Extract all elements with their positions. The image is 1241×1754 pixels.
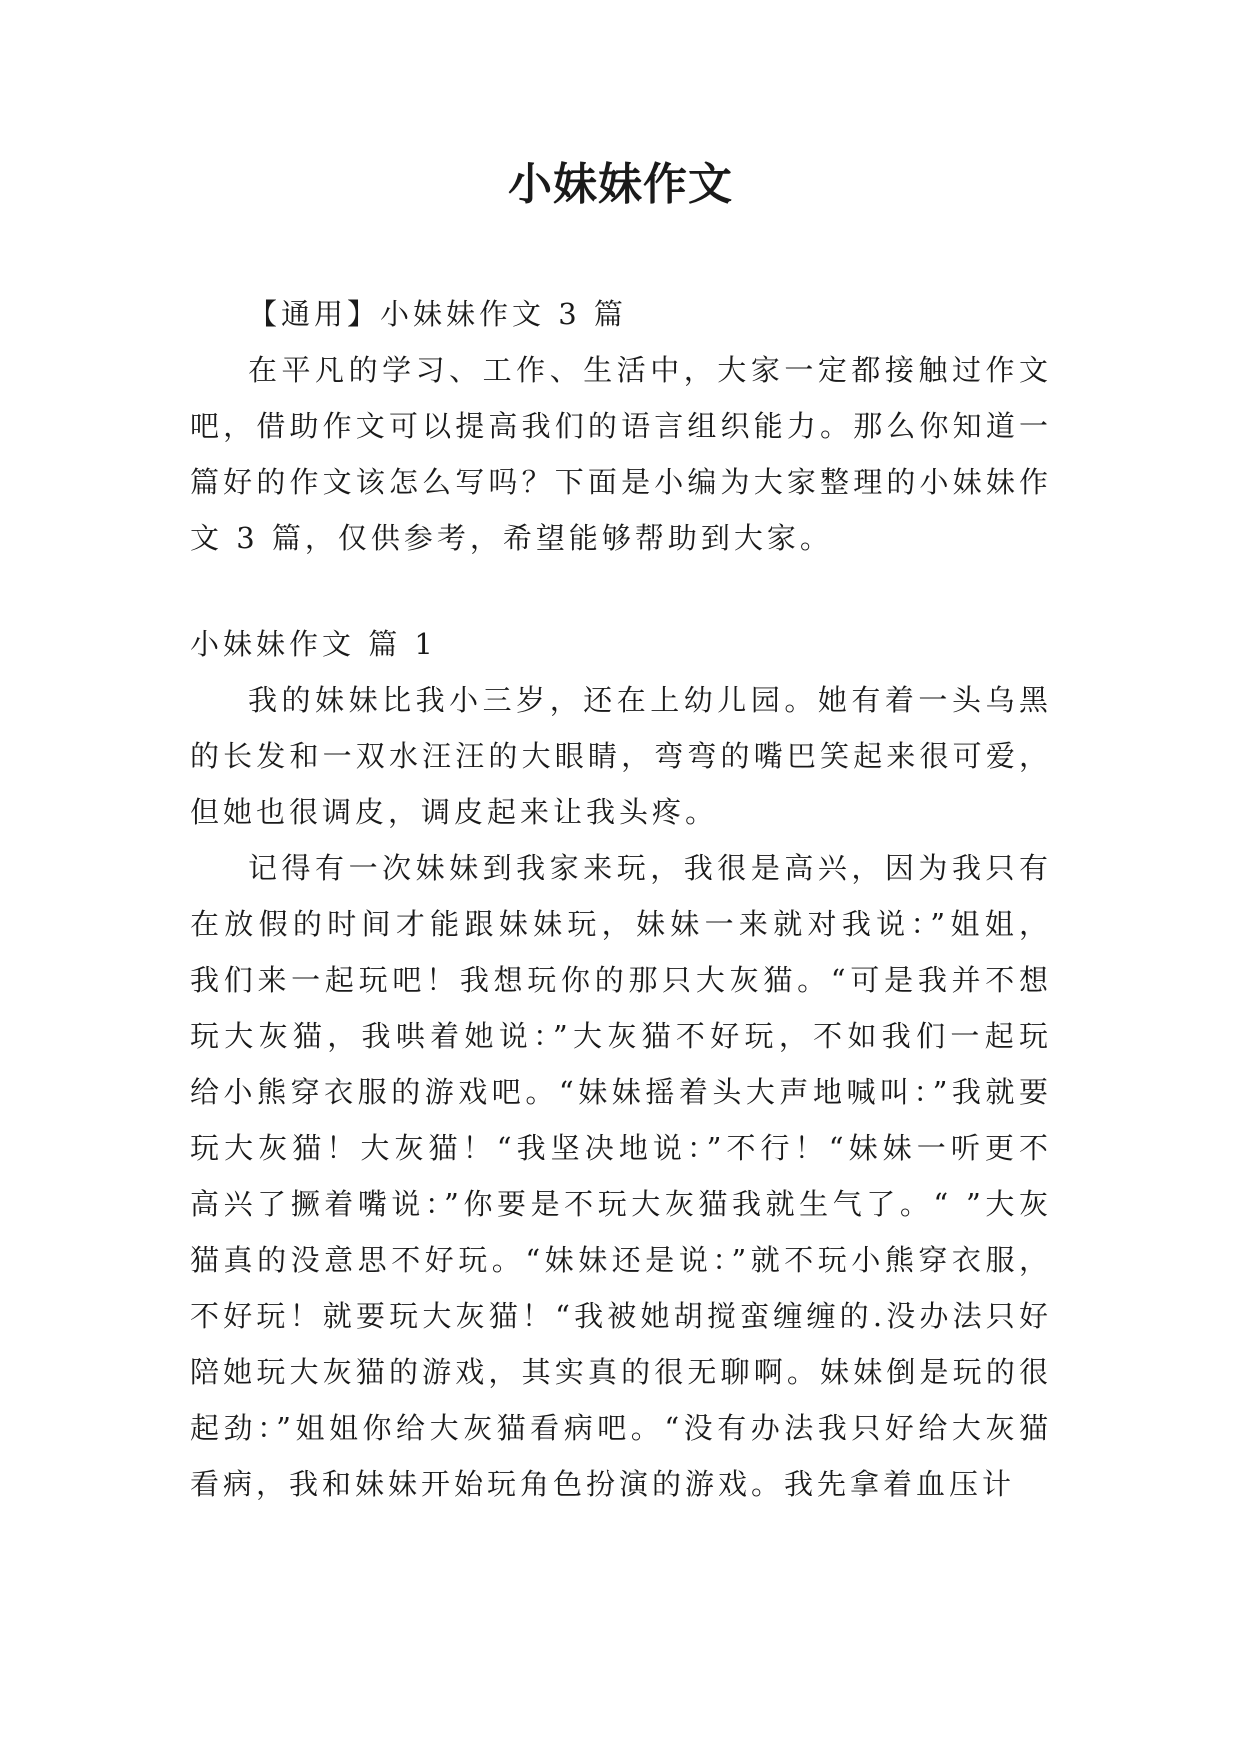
section-heading: 小妹妹作文 篇 1 bbox=[190, 627, 437, 661]
paragraph: 记得有一次妹妹到我家来玩，我很是高兴，因为我只有在放假的时间才能跟妹妹玩，妹妹一来就对我说：”姐姐，我们来一起玩吧！我想玩你的那只大灰猫。“可是我并不想玩大灰猫，我哄着她说：”大灰猫不好玩，不如我们一起玩给小熊穿衣服的游戏吧。“妹妹摇着头大声地喊叫：”我就要玩大灰猫！大灰猫！“我坚决地说：”不行！“妹妹一听更不高兴了撅着嘴说：”你要是不玩大灰猫我就生气了。“ ”大灰猫真的没意思不好玩。“妹妹还是说：”就不玩小熊穿衣服，不好玩！就要玩大灰猫！“我被她胡搅蛮缠缠的.没办法只好陪她玩大灰猫的游戏，其实真的很无聊啊。妹妹倒是玩的很起劲：”姐姐你给大灰猫看病吧。“没有办法我只好给大灰猫看病，我和妹妹开始玩角色扮演的游戏。我先拿着血压计 bbox=[190, 851, 1052, 1501]
document-title: 小妹妹作文 bbox=[508, 159, 733, 210]
document-subtitle: 【通用】小妹妹作文 3 篇 bbox=[248, 297, 627, 331]
document-body bbox=[190, 286, 1052, 1512]
paragraph: 我的妹妹比我小三岁，还在上幼儿园。她有着一头乌黑的长发和一双水汪汪的大眼睛，弯弯的嘴巴笑起来很可爱，但她也很调皮，调皮起来让我头疼。 bbox=[190, 683, 1052, 829]
intro-paragraph: 在平凡的学习、工作、生活中，大家一定都接触过作文吧，借助作文可以提高我们的语言组织能力。那么你知道一篇好的作文该怎么写吗？下面是小编为大家整理的小妹妹作文 3 篇，仅供参考，希望能够帮助到大家。 bbox=[190, 353, 1052, 555]
